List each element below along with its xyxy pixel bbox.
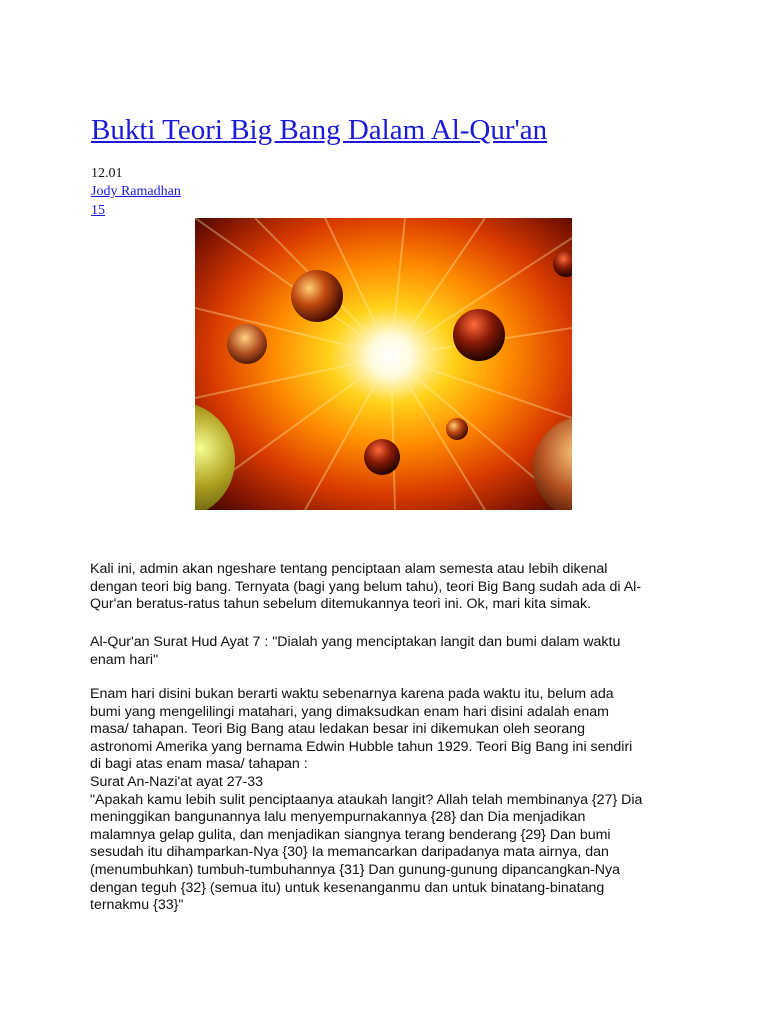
post-timestamp: 12.01	[91, 166, 123, 181]
paragraph-line: Kali ini, admin akan ngeshare tentang penciptaan alam semesta atau lebih dikenal	[90, 561, 608, 577]
explanation-paragraph	[90, 686, 690, 915]
paragraph-line: enam hari"	[90, 651, 159, 668]
paragraph-line: "Apakah kamu lebih sulit penciptaanya ataukah langit? Allah telah membinanya {27} Dia	[90, 791, 643, 808]
post-comments-link[interactable]: 15	[91, 203, 105, 218]
paragraph-line: sesudah itu dihamparkan-Nya {30} Ia memancarkan daripadanya mata airnya, dan	[90, 844, 609, 861]
paragraph-line: Enam hari disini bukan berarti waktu sebenarnya karena pada waktu itu, belum ada	[90, 686, 614, 702]
post-author-link[interactable]: Jody Ramadhan	[91, 184, 181, 199]
intro-paragraph	[90, 561, 690, 614]
hud-verse-paragraph	[90, 634, 690, 669]
paragraph-line: Al-Qur'an Surat Hud Ayat 7 : "Dialah yang menciptakan langit dan bumi dalam waktu	[90, 634, 621, 650]
big-bang-illustration	[195, 218, 572, 510]
paragraph-line: Qur'an beratus-ratus tahun sebelum ditemukannya teori ini. Ok, mari kita simak.	[90, 596, 592, 613]
paragraph-line: dengan teori big bang. Ternyata (bagi yang belum tahu), teori Big Bang sudah ada di Al-	[90, 578, 642, 595]
paragraph-line: di bagi atas enam masa/ tahapan :	[90, 756, 308, 773]
paragraph-line: (menumbuhkan) tumbuh-tumbuhannya {31} Dan gunung-gunung dipancangkan-Nya	[90, 861, 621, 878]
paragraph-line: astronomi Amerika yang bernama Edwin Hubble tahun 1929. Teori Big Bang ini sendiri	[90, 738, 633, 755]
paragraph-line: malamnya gelap gulita, dan menjadikan siangnya terang benderang {29} Dan bumi	[90, 826, 611, 843]
paragraph-line: dengan teguh {32} (semua itu) untuk kesenanganmu dan untuk binatang-binatang	[90, 879, 605, 896]
post-title-link[interactable]: Bukti Teori Big Bang Dalam Al-Qur'an	[91, 114, 548, 146]
paragraph-line: masa/ tahapan. Teori Big Bang atau ledakan besar ini dikemukan oleh seorang	[90, 721, 586, 738]
paragraph-line: meninggikan bangunannya lalu menyempurnakannya {28} dan Dia menjadikan	[90, 809, 586, 826]
paragraph-line: bumi yang mengelilingi matahari, yang dimaksudkan enam hari disini adalah enam	[90, 703, 609, 720]
paragraph-line: ternakmu {33}"	[90, 897, 184, 914]
paragraph-line: Surat An-Nazi'at ayat 27-33	[90, 773, 264, 790]
